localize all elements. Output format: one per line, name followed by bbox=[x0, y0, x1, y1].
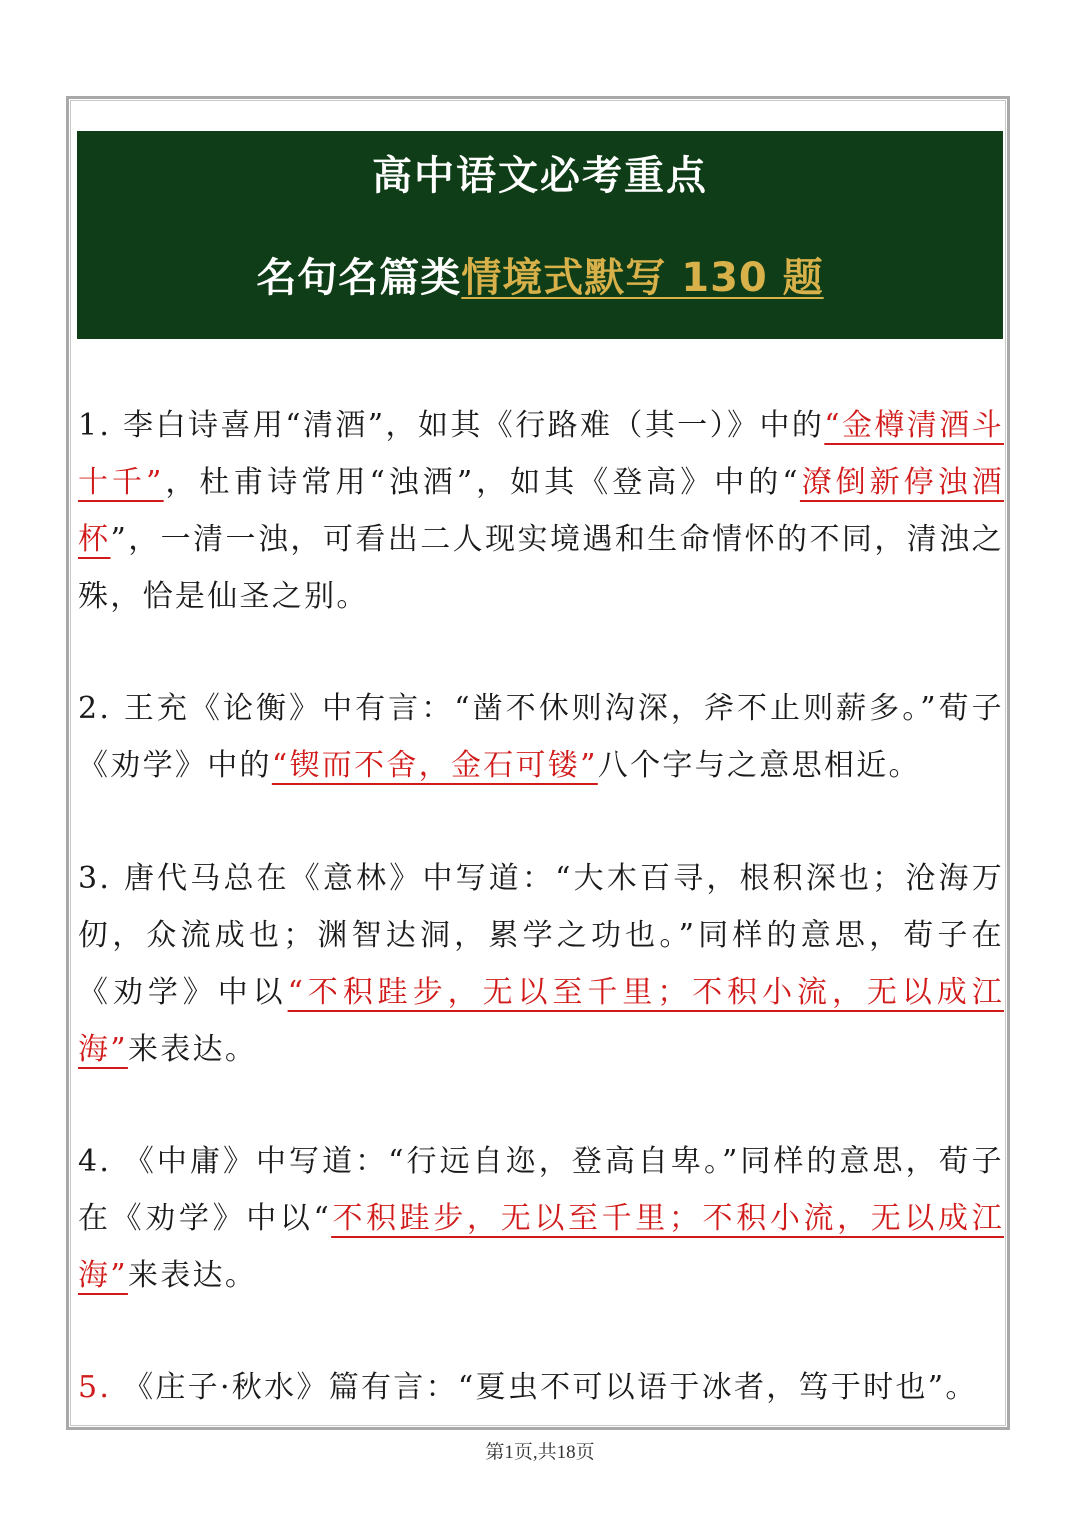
subtitle-prefix: 名句名篇类 bbox=[256, 255, 462, 301]
answer-blank: 不积跬步，无以至千里；不积小流，无以成江海” bbox=[78, 1201, 1004, 1293]
question-text: ”，一清一浊，可看出二人现实境遇和生命情怀的不同，清浊之殊，恰是仙圣之别。 bbox=[78, 522, 1004, 614]
title-main: 高中语文必考重点 bbox=[372, 153, 708, 199]
question-5 bbox=[78, 1359, 1004, 1416]
question-text: 唐代马总在《意林》中写道：“大木百寻，根积深也；沧海万仞，众流成也；渊智达洞，累学之功也。”同样的意思，荀子在《劝学》中以 bbox=[78, 861, 1004, 1010]
question-number: 5. bbox=[78, 1370, 112, 1405]
question-text: 李白诗喜用“清酒”，如其《行路难（其一）》中的 bbox=[111, 408, 825, 443]
answer-blank: 潦倒新停浊酒杯 bbox=[78, 465, 1004, 557]
question-text: 王充《论衡》中有言：“凿不休则沟深，斧不止则薪多。”荀子《劝学》中的 bbox=[78, 691, 1004, 783]
subtitle-highlight: 情境式默写 130 题 bbox=[461, 255, 824, 301]
question-text: 来表达。 bbox=[127, 1032, 258, 1067]
question-number: 3. bbox=[78, 861, 112, 896]
question-text: 《庄子·秋水》篇有言：“夏虫不可以语于冰者，笃于时也”。 bbox=[111, 1370, 978, 1405]
question-number: 4. bbox=[78, 1144, 112, 1179]
question-4 bbox=[78, 1133, 1004, 1304]
question-text: 《中庸》中写道：“行远自迩，登高自卑。”同样的意思，荀子在《劝学》中以“ bbox=[78, 1144, 1004, 1236]
question-text: ，杜甫诗常用“浊酒”，如其《登高》中的“ bbox=[163, 465, 800, 500]
question-text: 来表达。 bbox=[127, 1258, 258, 1293]
question-3 bbox=[78, 850, 1004, 1078]
question-number: 1. bbox=[78, 408, 112, 443]
question-2 bbox=[78, 680, 1004, 794]
answer-blank: “不积跬步，无以至千里；不积小流，无以成江海” bbox=[78, 975, 1004, 1067]
title-subtitle bbox=[0, 248, 1080, 308]
question-1 bbox=[78, 397, 1004, 625]
question-number: 2. bbox=[78, 691, 112, 726]
question-text: 八个字与之意思相近。 bbox=[597, 748, 921, 783]
page-number: 第1页,共18页 bbox=[485, 1442, 595, 1463]
answer-blank: “金樽清酒斗十千” bbox=[78, 408, 1004, 500]
answer-blank: “锲而不舍，金石可镂” bbox=[271, 748, 598, 783]
